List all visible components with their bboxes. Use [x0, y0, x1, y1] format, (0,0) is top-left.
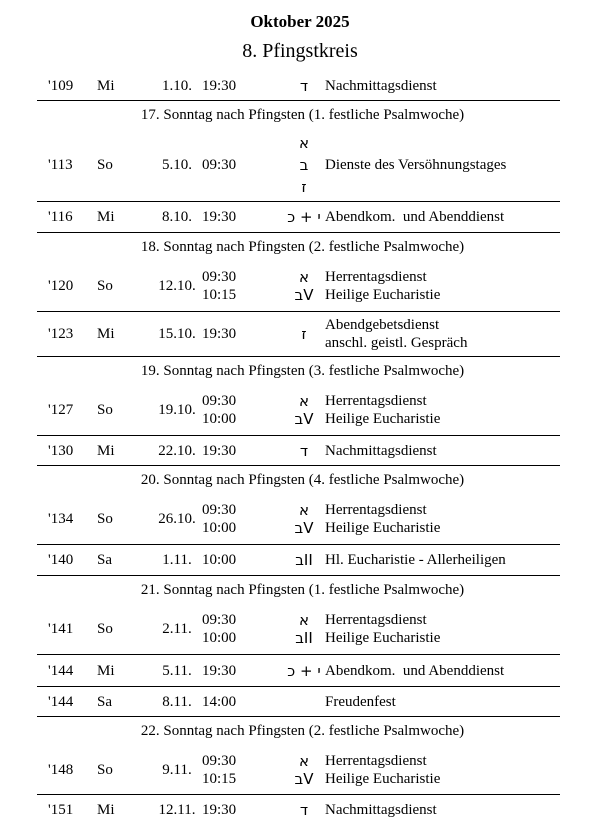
service-symbols [284, 611, 324, 647]
times [202, 611, 236, 647]
entry-number: '141 [48, 621, 74, 637]
time: 19:30 [202, 77, 237, 94]
service-descriptions [325, 693, 396, 711]
service-descriptions [325, 611, 440, 647]
service-symbol-icon: בV [294, 286, 314, 304]
schedule-row [37, 261, 560, 312]
time: 09:30 [202, 393, 237, 409]
date: 2.11. [162, 621, 192, 637]
date: 19.10. [158, 402, 196, 418]
weekday: Mi [97, 326, 115, 342]
entry-number: '148 [48, 761, 74, 778]
schedule-row [37, 545, 560, 576]
entry-number: '123 [48, 326, 74, 342]
sunday-header: 20. Sonntag nach Pfingsten (4. festliche Psalmwoche) [140, 472, 465, 488]
service-descriptions [325, 801, 437, 819]
times [202, 662, 236, 680]
time: 09:30 [202, 269, 237, 285]
service-description: Herrentagsdienst [325, 752, 427, 769]
service-symbol-icon: ד [299, 801, 309, 819]
entry-number: '113 [48, 157, 73, 173]
weekday: Mi [97, 77, 115, 94]
service-symbol-icon: בII [295, 551, 313, 569]
times [202, 325, 236, 343]
time: 19:30 [202, 442, 237, 459]
service-descriptions [325, 442, 437, 460]
service-descriptions [325, 392, 440, 428]
service-symbol-icon: בV [294, 410, 314, 428]
time: 19:30 [202, 802, 237, 818]
weekday: Sa [97, 693, 112, 710]
date: 8.11. [162, 693, 192, 710]
time: 10:00 [202, 520, 237, 536]
time: 19:30 [202, 662, 237, 679]
service-symbols [284, 752, 324, 788]
entry-number: '151 [48, 802, 74, 818]
service-description: Abendkom. und Abenddienst [325, 209, 505, 225]
service-symbols [284, 392, 324, 428]
time: 10:15 [202, 287, 237, 303]
weekday: So [97, 278, 113, 294]
service-descriptions [325, 551, 506, 569]
schedule-row [37, 687, 560, 717]
service-symbols [284, 268, 324, 304]
service-description: Heilige Eucharistie [325, 630, 441, 646]
date: 22.10. [158, 442, 196, 459]
weekday: Mi [97, 662, 115, 679]
service-symbol-icon: ז [301, 178, 307, 196]
service-description: Freudenfest [325, 693, 396, 710]
date: 8.10. [162, 209, 192, 225]
service-symbol-icon: י + כ [287, 661, 321, 680]
service-symbols [284, 208, 324, 226]
time: 09:30 [202, 157, 237, 173]
date: 9.11. [162, 761, 192, 778]
schedule-row [37, 436, 560, 466]
time: 09:30 [202, 612, 237, 628]
entry-number: '144 [48, 662, 74, 679]
schedule-row [37, 385, 560, 436]
service-symbols [284, 77, 324, 95]
service-descriptions [325, 662, 504, 680]
entry-number: '144 [48, 693, 74, 710]
service-symbols [284, 662, 324, 680]
service-descriptions [325, 156, 506, 174]
time: 10:00 [202, 552, 237, 568]
service-symbol-icon: בII [295, 629, 313, 647]
date: 5.10. [162, 157, 192, 173]
times [202, 693, 236, 711]
service-description: Herrentagsdienst [325, 612, 427, 628]
schedule-row [37, 745, 560, 795]
entry-number: '120 [48, 278, 74, 294]
sunday-header: 18. Sonntag nach Pfingsten (2. festliche Psalmwoche) [140, 239, 465, 255]
service-symbol-icon: ד [299, 441, 309, 460]
times [202, 442, 236, 460]
service-symbols [284, 551, 324, 569]
time: 09:30 [202, 502, 237, 518]
service-descriptions [325, 501, 440, 537]
service-description: Herrentagsdienst [325, 393, 427, 409]
schedule-row [37, 655, 560, 687]
service-description: Dienste des Versöhnungstages [325, 157, 507, 173]
sunday-header: 21. Sonntag nach Pfingsten (1. festliche Psalmwoche) [140, 582, 465, 598]
service-symbol-icon: א [298, 751, 310, 770]
service-symbol-icon: בV [294, 769, 314, 788]
service-description: Herrentagsdienst [325, 269, 427, 285]
time: 10:00 [202, 411, 237, 427]
service-descriptions [325, 316, 467, 352]
times [202, 268, 236, 304]
schedule-row [37, 312, 560, 357]
entry-number: '116 [48, 209, 73, 225]
times [202, 551, 236, 569]
service-description: Abendkom. und Abenddienst [325, 662, 505, 679]
times [202, 77, 236, 95]
time: 19:30 [202, 326, 237, 342]
sunday-header: 19. Sonntag nach Pfingsten (3. festliche Psalmwoche) [140, 363, 465, 379]
times [202, 501, 236, 537]
service-symbols [284, 501, 324, 537]
weekday: So [97, 511, 113, 527]
weekday: So [97, 402, 113, 418]
service-description: Hl. Eucharistie - Allerheiligen [325, 552, 506, 568]
date: 1.10. [162, 77, 192, 94]
weekday: Mi [97, 802, 115, 818]
time: 10:15 [202, 770, 237, 787]
service-symbols [284, 442, 324, 460]
service-description: Nachmittagsdienst [325, 77, 437, 94]
service-symbol-icon: ד [299, 76, 309, 95]
month-title: Oktober 2025 [250, 12, 350, 31]
service-description: Abendgebetsdienst [325, 317, 440, 333]
service-symbol-icon: א [298, 611, 310, 629]
times [202, 156, 236, 174]
times [202, 801, 236, 819]
service-description: Heilige Eucharistie [325, 770, 441, 787]
schedule-row [37, 202, 560, 233]
service-description: Heilige Eucharistie [325, 520, 441, 536]
date: 12.10. [158, 278, 196, 294]
time: 09:30 [202, 752, 237, 769]
weekday: Mi [97, 209, 115, 225]
service-symbol-icon: י + כ [287, 208, 321, 226]
entry-number: '130 [48, 442, 74, 459]
service-descriptions [325, 208, 504, 226]
weekday: Sa [97, 552, 112, 568]
weekday: So [97, 761, 113, 778]
times [202, 752, 236, 788]
weekday: So [97, 157, 113, 173]
service-symbols [284, 325, 324, 343]
service-description: Nachmittagsdienst [325, 442, 437, 459]
date: 26.10. [158, 511, 196, 527]
service-symbols [284, 132, 324, 198]
service-symbol-icon: א [298, 268, 310, 286]
schedule-row [37, 604, 560, 655]
service-symbol-icon: ז [301, 325, 307, 343]
schedule-row [37, 71, 560, 101]
entry-number: '134 [48, 511, 74, 527]
service-descriptions [325, 752, 440, 788]
date: 5.11. [162, 662, 192, 679]
date: 12.11. [158, 802, 196, 818]
service-description: Heilige Eucharistie [325, 287, 441, 303]
service-symbol-icon: בV [294, 519, 314, 537]
service-description: Heilige Eucharistie [325, 411, 441, 427]
weekday: So [97, 621, 113, 637]
service-description: anschl. geistl. Gespräch [325, 335, 468, 351]
entry-number: '109 [48, 77, 74, 94]
service-descriptions [325, 77, 437, 95]
schedule-row [37, 494, 560, 545]
schedule-row [37, 129, 560, 202]
time: 14:00 [202, 693, 237, 710]
times [202, 392, 236, 428]
entry-number: '127 [48, 402, 74, 418]
schedule-row [37, 795, 560, 825]
season-title: 8. Pfingstkreis [242, 40, 358, 62]
sunday-header: 17. Sonntag nach Pfingsten (1. festliche Psalmwoche) [140, 107, 465, 123]
entry-number: '140 [48, 552, 74, 568]
date: 1.11. [162, 552, 192, 568]
service-description: Herrentagsdienst [325, 502, 427, 518]
date: 15.10. [158, 326, 196, 342]
service-schedule [37, 71, 560, 825]
service-symbol-icon: א [298, 501, 310, 519]
time: 19:30 [202, 209, 237, 225]
time: 10:00 [202, 630, 237, 646]
sunday-header: 22. Sonntag nach Pfingsten (2. festliche Psalmwoche) [140, 723, 465, 739]
service-symbol-icon: א [298, 134, 310, 152]
service-symbol-icon: ב [299, 156, 309, 174]
service-descriptions [325, 268, 440, 304]
service-symbols [284, 801, 324, 819]
service-symbol-icon: א [298, 392, 310, 410]
times [202, 208, 236, 226]
service-description: Nachmittagsdienst [325, 802, 437, 818]
weekday: Mi [97, 442, 115, 459]
